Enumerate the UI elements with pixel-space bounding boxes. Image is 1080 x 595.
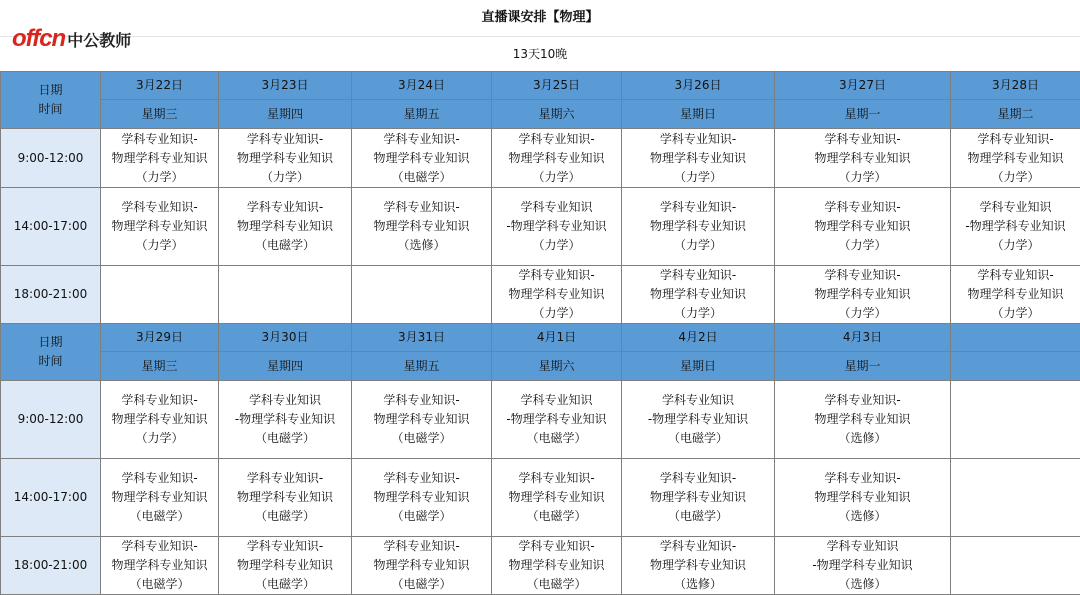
course-cell: 学科专业知识- 物理学科专业知识 （力学） xyxy=(951,129,1080,188)
time-slot-cell: 18:00-21:00 xyxy=(1,266,101,324)
weekday-cell: 星期四 xyxy=(219,352,352,381)
date-cell: 4月2日 xyxy=(622,324,775,352)
course-cell: 学科专业知识- 物理学科专业知识 （力学） xyxy=(101,129,219,188)
corner-time-label: 时间 xyxy=(1,352,100,371)
course-cell: 学科专业知识- 物理学科专业知识 （选修） xyxy=(775,459,951,537)
course-cell: 学科专业知识- 物理学科专业知识 （电磁学） xyxy=(352,537,492,595)
time-slot-cell: 18:00-21:00 xyxy=(1,537,101,595)
date-cell: 3月28日 xyxy=(951,72,1080,100)
course-cell: 学科专业知识- 物理学科专业知识 （力学） xyxy=(492,129,622,188)
course-cell xyxy=(219,266,352,324)
course-cell: 学科专业知识- 物理学科专业知识 （力学） xyxy=(951,266,1080,324)
course-cell: 学科专业知识 -物理学科专业知识 （选修） xyxy=(775,537,951,595)
course-cell: 学科专业知识- 物理学科专业知识 （选修） xyxy=(352,188,492,266)
weekday-cell: 星期日 xyxy=(622,100,775,129)
course-cell: 学科专业知识- 物理学科专业知识 （电磁学） xyxy=(352,381,492,459)
course-cell: 学科专业知识- 物理学科专业知识 （电磁学） xyxy=(219,188,352,266)
week2-date-row xyxy=(1,324,1080,352)
course-cell: 学科专业知识- 物理学科专业知识 （力学） xyxy=(775,129,951,188)
date-cell: 3月27日 xyxy=(775,72,951,100)
course-cell xyxy=(101,266,219,324)
weekday-cell: 星期三 xyxy=(101,100,219,129)
weekday-cell: 星期二 xyxy=(951,100,1080,129)
date-cell: 3月30日 xyxy=(219,324,352,352)
course-cell: 学科专业知识- 物理学科专业知识 （力学） xyxy=(775,188,951,266)
course-cell: 学科专业知识 -物理学科专业知识 （电磁学） xyxy=(219,381,352,459)
weekday-cell: 星期六 xyxy=(492,352,622,381)
course-cell: 学科专业知识- 物理学科专业知识 （电磁学） xyxy=(352,459,492,537)
course-cell: 学科专业知识 -物理学科专业知识 （电磁学） xyxy=(622,381,775,459)
week2-block xyxy=(1,324,1080,595)
date-cell: 3月29日 xyxy=(101,324,219,352)
course-cell: 学科专业知识- 物理学科专业知识 （力学） xyxy=(101,381,219,459)
corner-time-label: 时间 xyxy=(1,100,100,119)
course-cell: 学科专业知识- 物理学科专业知识 （力学） xyxy=(219,129,352,188)
corner-header xyxy=(1,324,101,381)
weekday-cell: 星期一 xyxy=(775,352,951,381)
course-cell: 学科专业知识- 物理学科专业知识 （电磁学） xyxy=(492,459,622,537)
course-cell xyxy=(951,381,1080,459)
course-cell: 学科专业知识- 物理学科专业知识 （电磁学） xyxy=(219,537,352,595)
brand-logo xyxy=(12,26,131,52)
weekday-cell: 星期五 xyxy=(352,352,492,381)
course-cell xyxy=(352,266,492,324)
date-cell: 3月23日 xyxy=(219,72,352,100)
date-cell: 3月31日 xyxy=(352,324,492,352)
date-cell: 4月1日 xyxy=(492,324,622,352)
corner-header xyxy=(1,72,101,129)
date-cell: 3月25日 xyxy=(492,72,622,100)
week1-afternoon-row xyxy=(1,188,1080,266)
course-cell: 学科专业知识- 物理学科专业知识 （电磁学） xyxy=(101,459,219,537)
course-cell: 学科专业知识- 物理学科专业知识 （电磁学） xyxy=(352,129,492,188)
time-slot-cell: 9:00-12:00 xyxy=(1,381,101,459)
time-slot-cell: 14:00-17:00 xyxy=(1,459,101,537)
course-cell: 学科专业知识- 物理学科专业知识 （电磁学） xyxy=(101,537,219,595)
date-cell xyxy=(951,324,1080,352)
corner-date-label: 日期 xyxy=(1,81,100,100)
time-slot-cell: 14:00-17:00 xyxy=(1,188,101,266)
week2-afternoon-row xyxy=(1,459,1080,537)
course-cell: 学科专业知识- 物理学科专业知识 （电磁学） xyxy=(492,537,622,595)
weekday-cell xyxy=(951,352,1080,381)
course-cell: 学科专业知识 -物理学科专业知识 （力学） xyxy=(492,188,622,266)
course-cell: 学科专业知识- 物理学科专业知识 （选修） xyxy=(775,381,951,459)
course-cell: 学科专业知识 -物理学科专业知识 （力学） xyxy=(951,188,1080,266)
page-title: 直播课安排【物理】 xyxy=(0,0,1080,37)
weekday-cell: 星期四 xyxy=(219,100,352,129)
date-cell: 3月22日 xyxy=(101,72,219,100)
weekday-cell: 星期日 xyxy=(622,352,775,381)
weekday-cell: 星期六 xyxy=(492,100,622,129)
week1-weekday-row xyxy=(1,100,1080,129)
page-subtitle: 13天10晚 xyxy=(0,36,1080,72)
week1-evening-row xyxy=(1,266,1080,324)
course-cell xyxy=(951,459,1080,537)
week1-morning-row xyxy=(1,129,1080,188)
week1-block xyxy=(1,72,1080,324)
course-cell: 学科专业知识- 物理学科专业知识 （电磁学） xyxy=(622,459,775,537)
schedule-table xyxy=(0,71,1080,595)
course-cell: 学科专业知识 -物理学科专业知识 （电磁学） xyxy=(492,381,622,459)
time-slot-cell: 9:00-12:00 xyxy=(1,129,101,188)
date-cell: 3月26日 xyxy=(622,72,775,100)
date-cell: 4月3日 xyxy=(775,324,951,352)
week2-weekday-row xyxy=(1,352,1080,381)
course-cell: 学科专业知识- 物理学科专业知识 （力学） xyxy=(622,266,775,324)
week1-date-row xyxy=(1,72,1080,100)
course-cell: 学科专业知识- 物理学科专业知识 （力学） xyxy=(775,266,951,324)
weekday-cell: 星期五 xyxy=(352,100,492,129)
course-cell: 学科专业知识- 物理学科专业知识 （力学） xyxy=(101,188,219,266)
course-cell: 学科专业知识- 物理学科专业知识 （电磁学） xyxy=(219,459,352,537)
date-cell: 3月24日 xyxy=(352,72,492,100)
course-cell: 学科专业知识- 物理学科专业知识 （选修） xyxy=(622,537,775,595)
weekday-cell: 星期三 xyxy=(101,352,219,381)
corner-date-label: 日期 xyxy=(1,333,100,352)
course-cell: 学科专业知识- 物理学科专业知识 （力学） xyxy=(492,266,622,324)
week2-morning-row xyxy=(1,381,1080,459)
course-cell: 学科专业知识- 物理学科专业知识 （力学） xyxy=(622,129,775,188)
header xyxy=(0,0,1080,72)
logo-text-en: offcn xyxy=(12,25,65,53)
course-cell: 学科专业知识- 物理学科专业知识 （力学） xyxy=(622,188,775,266)
logo-text-cn: 中公教师 xyxy=(67,28,131,51)
weekday-cell: 星期一 xyxy=(775,100,951,129)
